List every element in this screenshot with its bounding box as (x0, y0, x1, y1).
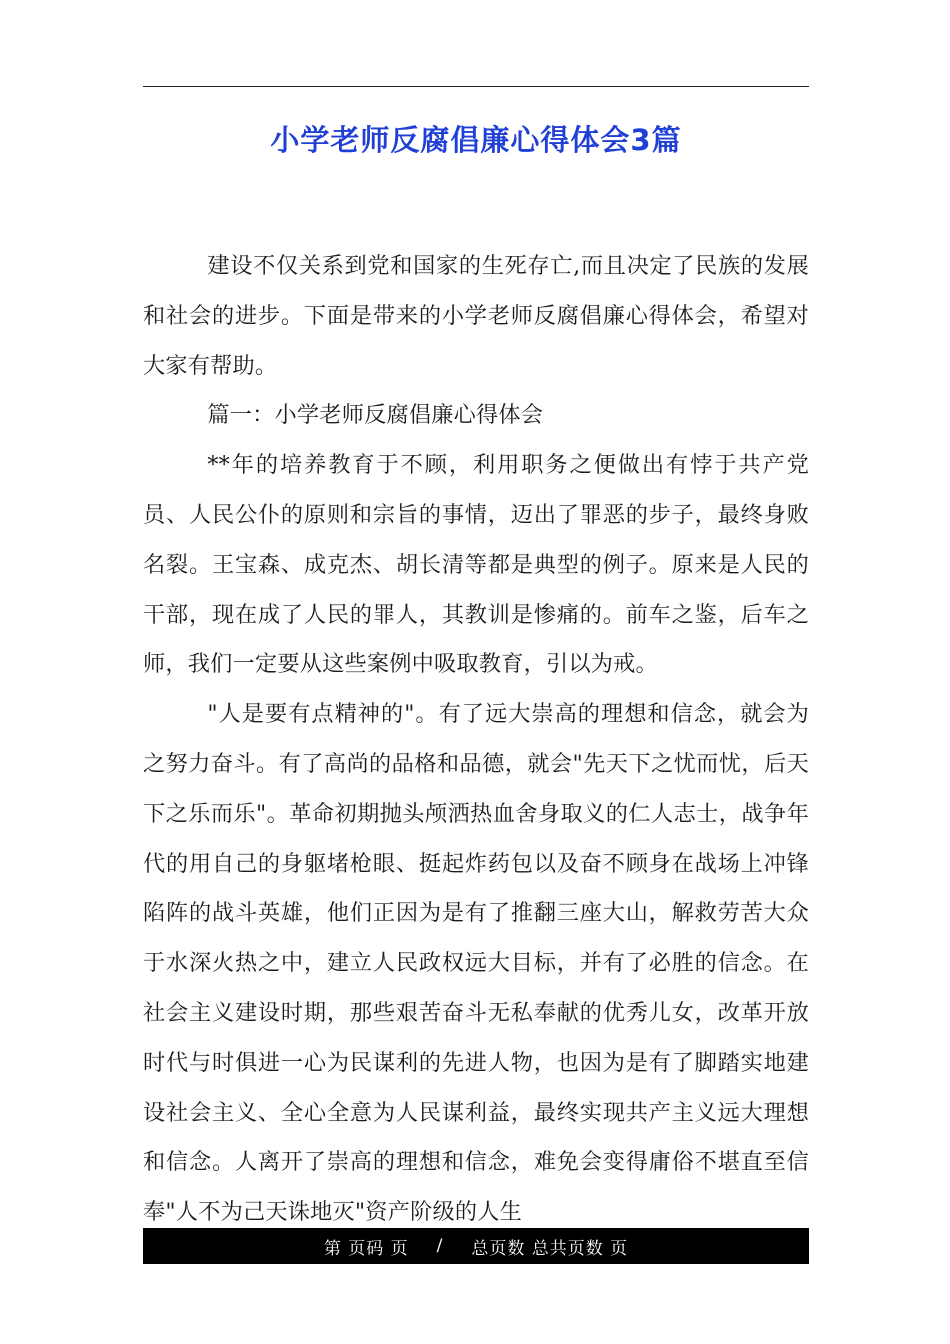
body-paragraph: "人是要有点精神的"。有了远大崇高的理想和信念，就会为之努力奋斗。有了高尚的品格和品德，就会"先天下之忧而忧，后天下之乐而乐"。革命初期抛头颅洒热血舍身取义的仁人志士，战争年代的用自己的身躯堵枪眼、挺起炸药包以及奋不顾身在战场上冲锋陷阵的战斗英雄，他们正因为是有了推翻三座大山，解救劳苦大众于水深火热之中，建立人民政权远大目标，并有了必胜的信念。在社会主义建设时期，那些艰苦奋斗无私奉献的优秀儿女，改革开放时代与时俱进一心为民谋利的先进人物，也因为是有了脚踏实地建设社会主义、全心全意为人民谋利益，最终实现共产主义远大理想和信念。人离开了崇高的理想和信念，难免会变得庸俗不堪直至信奉"人不为己天诛地灭"资产阶级的人生 (143, 701, 809, 1226)
footer-total-pages: 总页数 总共页数 页 (471, 1238, 629, 1259)
section-heading: 篇一：小学老师反腐倡廉心得体会 (207, 402, 544, 429)
header-rule (143, 86, 809, 87)
intro-paragraph: 建设不仅关系到党和国家的生死存亡,而且决定了民族的发展和社会的进步。下面是带来的小学老师反腐倡廉心得体会，希望对大家有帮助。 (143, 253, 809, 379)
document-body (143, 242, 809, 1238)
footer-page-number: 第 页码 页 (323, 1238, 409, 1259)
footer-separator: / (436, 1236, 444, 1256)
document-title: 小学老师反腐倡廉心得体会3篇 (270, 123, 682, 157)
page-footer (143, 1228, 809, 1264)
body-paragraph: **年的培养教育于不顾，利用职务之便做出有悖于共产党员、人民公仆的原则和宗旨的事情，迈出了罪恶的步子，最终身败名裂。王宝森、成克杰、胡长清等都是典型的例子。原来是人民的干部，现在成了人民的罪人，其教训是惨痛的。前车之鉴，后车之师，我们一定要从这些案例中吸取教育，引以为戒。 (143, 452, 809, 678)
